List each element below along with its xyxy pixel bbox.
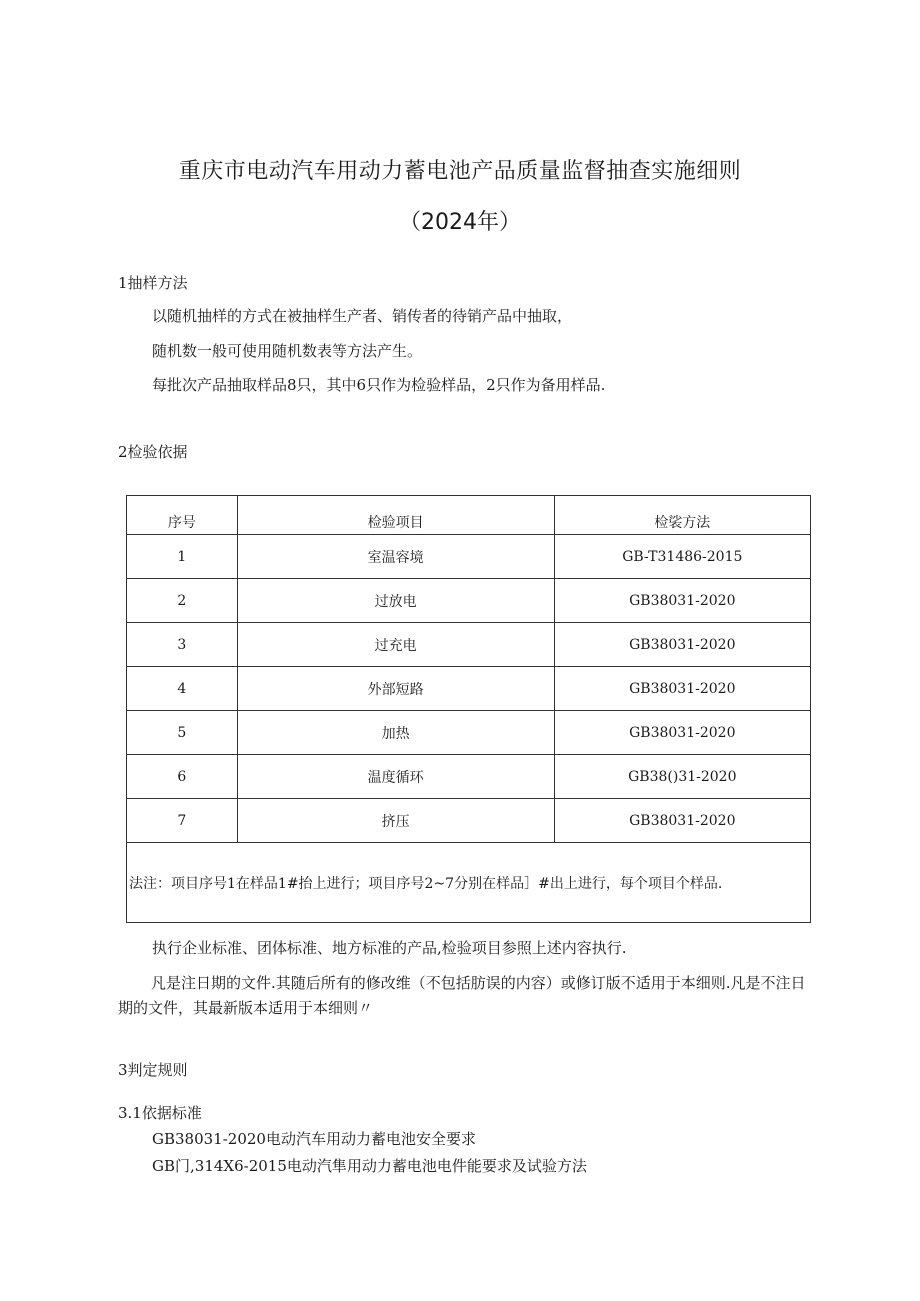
- section-1-paragraph: 随机数一般可使用随机数表等方法产生。: [152, 342, 423, 360]
- section-2-paragraph: 凡是注日期的文件.其随后所有的修改维（不包括肪误的内容）或修订版不适用于本细则.凡是不注日期的文件，其最新版本适用于本细则〃: [118, 974, 806, 1017]
- cell-number: 7: [127, 799, 238, 843]
- cell-item: 温度循环: [237, 755, 554, 799]
- cell-item: 外部短路: [237, 667, 554, 711]
- cell-item: 过放电: [237, 579, 554, 623]
- table-row: [127, 755, 811, 799]
- cell-item: 加热: [237, 711, 554, 755]
- section-1-paragraph: 每批次产品抽取样品8只，其中6只作为检验样品，2只作为备用样品.: [152, 376, 606, 394]
- document-year: （2024年）: [399, 210, 521, 235]
- cell-number: 2: [127, 579, 238, 623]
- cell-item: 室温容境: [237, 535, 554, 579]
- standard-item: GB门,314X6-2015电动汽隼用动力蓄电池电件能要求及试验方法: [152, 1157, 587, 1175]
- table-row: [127, 667, 811, 711]
- cell-method: GB38031-2020: [554, 623, 810, 667]
- section-2-paragraph: 执行企业标准、团体标准、地方标准的产品,检验项目参照上述内容执行.: [152, 939, 627, 957]
- section-1-paragraph: 以随机抽样的方式在被抽样生产者、销传者的待销产品中抽取，: [152, 307, 573, 325]
- cell-number: 4: [127, 667, 238, 711]
- table-header-row: [127, 496, 811, 535]
- document-title: 重庆市电动汽车用动力蓄电池产品质量监督抽查实施细则: [178, 159, 742, 184]
- section-3-heading: 3判定规则: [118, 1061, 188, 1079]
- column-header-item: 检验项目: [237, 496, 554, 535]
- table-row: [127, 623, 811, 667]
- section-3-1-heading: 3.1依据标准: [118, 1104, 202, 1122]
- table-row: [127, 711, 811, 755]
- cell-number: 1: [127, 535, 238, 579]
- cell-method: GB38031-2020: [554, 799, 810, 843]
- section-1-heading: 1抽样方法: [118, 274, 188, 292]
- table-row: [127, 535, 811, 579]
- cell-method: GB38()31-2020: [554, 755, 810, 799]
- table-row: [127, 799, 811, 843]
- cell-method: GB38031-2020: [554, 667, 810, 711]
- table-note-row: [127, 843, 811, 923]
- table-note: 法注：项目序号1在样品1#抬上进行；项目序号2~7分别在样品］#出上进行，每个项目个样品.: [127, 843, 811, 923]
- column-header-method: 检裟方法: [554, 496, 810, 535]
- cell-item: 过充电: [237, 623, 554, 667]
- cell-method: GB38031-2020: [554, 711, 810, 755]
- column-header-number: 序号: [127, 496, 238, 535]
- cell-number: 5: [127, 711, 238, 755]
- cell-method: GB38031-2020: [554, 579, 810, 623]
- standard-item: GB38031-2020电动汽车用动力蓄电池安全要求: [152, 1130, 476, 1148]
- cell-number: 6: [127, 755, 238, 799]
- inspection-table: [126, 495, 811, 923]
- cell-number: 3: [127, 623, 238, 667]
- cell-method: GB-T31486-2015: [554, 535, 810, 579]
- cell-item: 挤压: [237, 799, 554, 843]
- table-row: [127, 579, 811, 623]
- section-2-heading: 2检验依据: [118, 443, 188, 461]
